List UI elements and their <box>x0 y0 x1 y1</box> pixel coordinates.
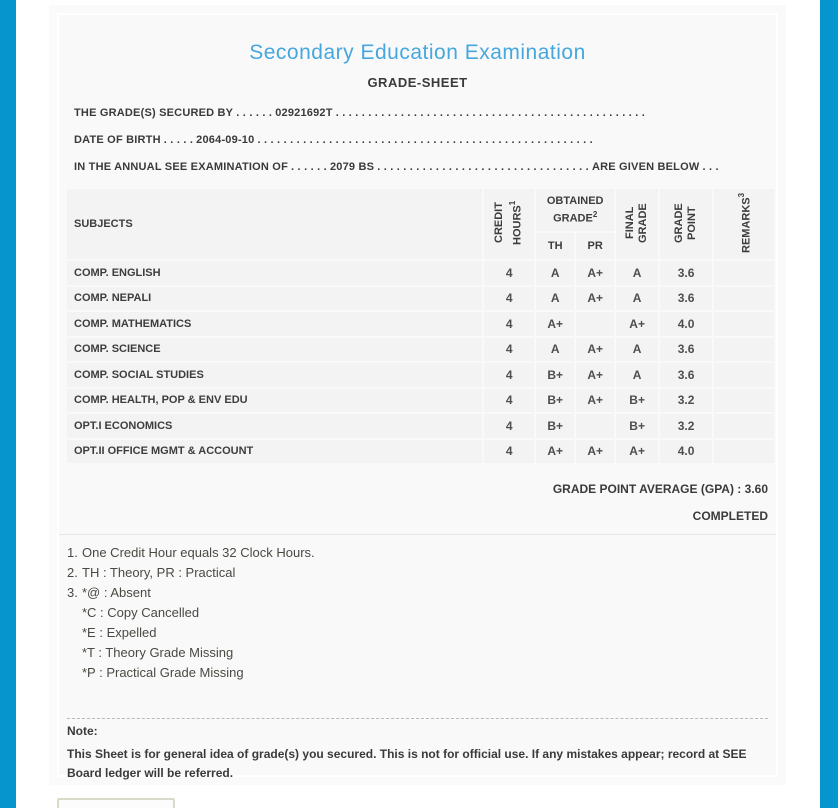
dots: . . . . . . <box>236 107 273 119</box>
table-row <box>67 389 774 413</box>
credit-cell: 4 <box>484 363 534 387</box>
theory-grade-cell: A <box>536 287 574 311</box>
right-frame-bar <box>820 0 838 808</box>
col-header-obtained-grade: OBTAINED GRADE$^2$ <box>536 189 614 231</box>
subject-cell: COMP. HEALTH, POP & ENV EDU <box>67 389 482 413</box>
final-grade-cell: B+ <box>616 414 658 438</box>
practical-grade-cell <box>576 312 614 336</box>
remarks-cell <box>714 338 774 362</box>
grades-table <box>65 187 776 465</box>
dob-label: DATE OF BIRTH <box>74 134 161 146</box>
remarks-cell <box>714 389 774 413</box>
practical-grade-cell: A+ <box>576 287 614 311</box>
dots: . . . . . . . . . . . . . . . . . . . . . . . . . . . . . . . . . . . . . . . . . . . . . . . . <box>335 107 646 119</box>
gradesheet-panel <box>49 5 786 785</box>
secured-by-line <box>74 106 766 121</box>
remarks-cell <box>714 440 774 464</box>
footnote-line: *C : Copy Cancelled <box>82 605 200 620</box>
exam-year-line <box>74 160 766 175</box>
note-text: This Sheet is for general idea of grade(s) you secured. This is not for official use. If any mistakes appear; record at SEE Board ledger will be referred. <box>67 747 747 780</box>
col-header-final-grade: FINAL GRADE <box>616 189 658 259</box>
gpa-value: 3.60 <box>744 482 768 496</box>
col-header-grade-point: GRADE POINT <box>660 189 712 259</box>
credit-cell: 4 <box>484 389 534 413</box>
dob-value: 2064-09-10 <box>196 134 255 146</box>
date-of-birth-line <box>74 133 766 148</box>
exam-label: IN THE ANNUAL SEE EXAMINATION OF <box>74 161 288 173</box>
footnote-line: 1. One Credit Hour equals 32 Clock Hours. <box>67 545 315 560</box>
practical-grade-cell: A+ <box>576 338 614 362</box>
table-row <box>67 414 774 438</box>
final-grade-cell: A <box>616 261 658 285</box>
gpa-line <box>59 482 768 496</box>
grade-point-cell: 3.6 <box>660 261 712 285</box>
dots: . . . . . . . . . . . . . . . . . . . . . . . . . . . . . . . . . <box>377 161 589 173</box>
dots: . . . . . . . . . . . . . . . . . . . . . . . . . . . . . . . . . . . . . . . . . . . . . . . . . . . . <box>257 134 593 146</box>
practical-grade-cell: A+ <box>576 440 614 464</box>
credit-cell: 4 <box>484 338 534 362</box>
remarks-cell <box>714 363 774 387</box>
dots: . . . <box>702 161 719 173</box>
credit-cell: 4 <box>484 414 534 438</box>
col-header-remarks: REMARKS$^3$ <box>714 189 774 259</box>
subject-cell: COMP. SCIENCE <box>67 338 482 362</box>
remarks-cell <box>714 287 774 311</box>
theory-grade-cell: B+ <box>536 363 574 387</box>
grade-point-cell: 3.2 <box>660 389 712 413</box>
subject-cell: OPT.II OFFICE MGMT & ACCOUNT <box>67 440 482 464</box>
practical-grade-cell <box>576 414 614 438</box>
final-grade-cell: A <box>616 338 658 362</box>
grade-point-cell: 3.6 <box>660 338 712 362</box>
grade-point-cell: 3.6 <box>660 363 712 387</box>
col-header-practical: PR <box>576 233 614 259</box>
footnote-line: 2. TH : Theory, PR : Practical <box>67 565 236 580</box>
theory-grade-cell: A+ <box>536 312 574 336</box>
subject-cell: COMP. NEPALI <box>67 287 482 311</box>
remarks-cell <box>714 261 774 285</box>
grade-point-cell: 4.0 <box>660 312 712 336</box>
col-header-credit-hours: CREDIT HOURS$^1$ <box>484 189 534 259</box>
dashed-divider <box>67 718 768 719</box>
credit-cell: 4 <box>484 261 534 285</box>
footnote-line: *P : Practical Grade Missing <box>82 665 244 680</box>
exam-year-value: 2079 BS <box>329 161 375 173</box>
table-row <box>67 338 774 362</box>
credit-cell: 4 <box>484 287 534 311</box>
practical-grade-cell: A+ <box>576 363 614 387</box>
gradesheet-inner-box <box>57 13 778 780</box>
grade-point-cell: 4.0 <box>660 440 712 464</box>
bottom-button[interactable] <box>57 798 175 808</box>
theory-grade-cell: A <box>536 261 574 285</box>
grade-point-cell: 3.6 <box>660 287 712 311</box>
final-grade-cell: A+ <box>616 440 658 464</box>
grade-point-cell: 3.2 <box>660 414 712 438</box>
table-row <box>67 440 774 464</box>
subject-cell: COMP. MATHEMATICS <box>67 312 482 336</box>
footnote-line: *T : Theory Grade Missing <box>82 645 234 660</box>
gradesheet-subtitle: GRADE-SHEET <box>367 75 468 90</box>
footnote-line: *E : Expelled <box>82 625 157 640</box>
table-row <box>67 363 774 387</box>
col-header-subjects: SUBJECTS <box>67 189 482 259</box>
final-grade-cell: A <box>616 363 658 387</box>
practical-grade-cell: A+ <box>576 261 614 285</box>
status-badge: COMPLETED <box>692 509 768 523</box>
practical-grade-cell: A+ <box>576 389 614 413</box>
gpa-label: GRADE POINT AVERAGE (GPA) : <box>552 482 742 496</box>
left-frame-bar <box>0 0 16 808</box>
credit-cell: 4 <box>484 312 534 336</box>
table-row <box>67 261 774 285</box>
symbol-number-value: 02921692T <box>275 107 333 119</box>
remarks-cell <box>714 312 774 336</box>
page-title: Secondary Education Examination <box>249 41 586 64</box>
given-below-label: ARE GIVEN BELOW <box>591 161 700 173</box>
subject-cell: COMP. SOCIAL STUDIES <box>67 363 482 387</box>
note-label: Note: <box>67 724 98 738</box>
theory-grade-cell: B+ <box>536 414 574 438</box>
table-row <box>67 287 774 311</box>
secured-by-label: THE GRADE(S) SECURED BY <box>74 107 234 119</box>
subject-cell: COMP. ENGLISH <box>67 261 482 285</box>
remarks-cell <box>714 414 774 438</box>
subject-cell: OPT.I ECONOMICS <box>67 414 482 438</box>
col-header-theory: TH <box>536 233 574 259</box>
final-grade-cell: A+ <box>616 312 658 336</box>
dots: . . . . . <box>163 134 194 146</box>
table-row <box>67 312 774 336</box>
candidate-info <box>74 106 766 175</box>
credit-cell: 4 <box>484 440 534 464</box>
footnote-line: 3. *@ : Absent <box>67 585 151 600</box>
dots: . . . . . . <box>291 161 327 173</box>
footnotes-section <box>59 534 776 680</box>
theory-grade-cell: B+ <box>536 389 574 413</box>
final-grade-cell: B+ <box>616 389 658 413</box>
final-grade-cell: A <box>616 287 658 311</box>
theory-grade-cell: A+ <box>536 440 574 464</box>
theory-grade-cell: A <box>536 338 574 362</box>
